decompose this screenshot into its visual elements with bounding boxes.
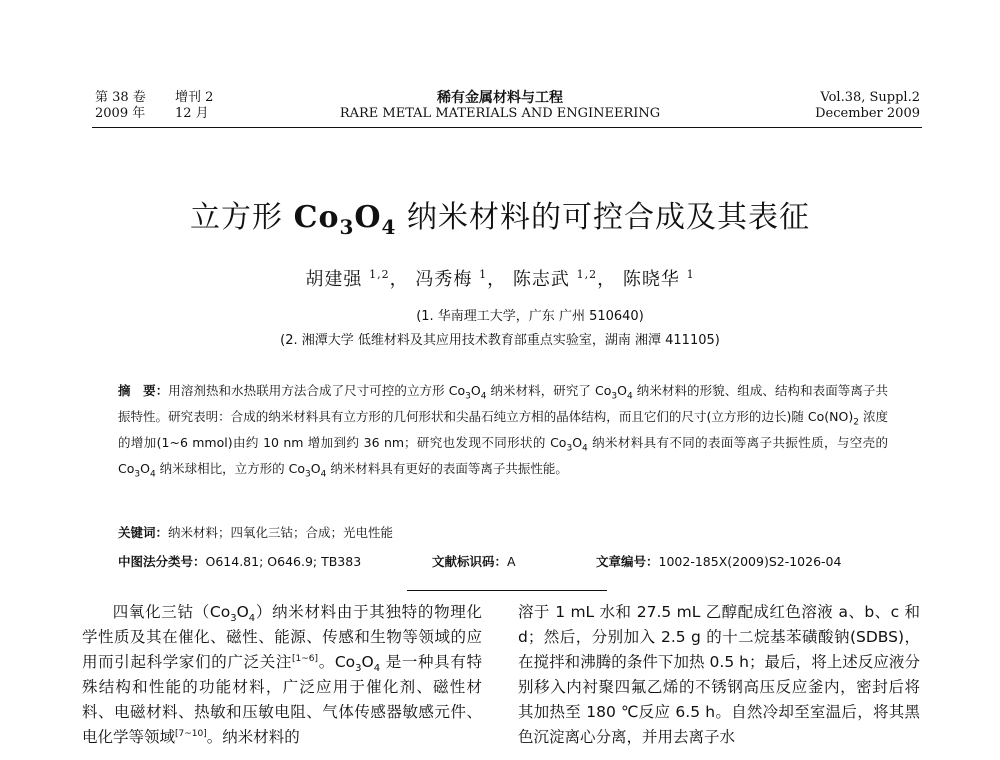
header-right [815, 90, 920, 122]
article-number: 文章编号：1002-185X(2009)S2-1026-04 [596, 554, 842, 569]
author: 陈晓华 [622, 269, 680, 290]
clc-number: 中图法分类号：O614.81; O646.9; TB383 [118, 554, 362, 569]
citation: [1~6] [292, 653, 319, 664]
header-center [300, 90, 700, 122]
author: 冯秀梅 [415, 269, 473, 290]
volume: 第 38 卷 [95, 90, 146, 105]
affiliation-2: (2. 湘潭大学 低维材料及其应用技术教育部重点实验室，湖南 湘潭 411105) [280, 333, 720, 348]
month: 12 月 [175, 106, 209, 121]
author-list: 胡建强 $^{1,2}$， 冯秀梅 $^1$， 陈志武 $^{1,2}$， 陈晓华 $^1$ [305, 268, 695, 290]
document-code: 文献标识码：A [432, 554, 516, 569]
paper-title: 立方形 $Co_3O_4$ 纳米材料的可控合成及其表征 [190, 200, 810, 239]
body-column-left: 四氧化三钴$(Co_3O_4)$纳米材料由于其独特的物理化学性质及其在催化、磁性、能源、传感和生物等领域的应用而引起科学家们的广泛关注[1~6]。$Co_3O_4$ 是一种具有特殊结构和性能的功能材料，广泛应用于催化剂、磁性材料、电磁材料、热敏和压敏电阻、气体传感器敏感元件、电化学等领域[7~10]。纳米材料的 [82, 603, 482, 746]
header-rule [92, 127, 922, 128]
body-column-right: 溶于 1 mL 水和 27.5 mL 乙醇配成红色溶液 a、b、c 和 d；然后，分别加入 2.5 g 的十二烷基苯磺酸钠(SDBS)，在搅拌和沸腾的条件下加热 0.5 h；最后，将上述反应液分别移入内衬聚四氟乙烯的不锈钢高压反应釜内，密封后将其加热至 180 ℃反应 6.5 h。自然冷却至室温后，将其黑色沉淀离心分离，并用去离子水 [518, 603, 920, 746]
date-en: December 2009 [815, 106, 920, 121]
header-left [95, 90, 213, 122]
volume-en: Vol.38, Suppl.2 [820, 90, 920, 105]
title-formula: $Co_3O_4$ [293, 200, 397, 239]
section-rule [407, 590, 607, 591]
author: 陈志武 [512, 269, 570, 290]
journal-name-cn: 稀有金属材料与工程 [437, 90, 563, 106]
author: 胡建强 [305, 269, 363, 290]
journal-name-en: RARE METAL MATERIALS AND ENGINEERING [339, 106, 661, 121]
citation: [7~10] [175, 728, 207, 739]
supplement: 增刊 2 [175, 90, 214, 105]
keywords-label: 关键词： [118, 525, 169, 540]
abstract: 摘 要：用溶剂热和水热联用方法合成了尺寸可控的立方形 $Co_3O_4$ 纳米材料，研究了 $Co_3O_4$ 纳米材料的形貌、组成、结构和表面等离子共振特性。研究表明：合成的纳米材料具有立方形的几何形状和尖晶石纯立方相的晶体结构，而且它们的尺寸(立方形的边长)随 $Co(NO)_2$ 浓度的增加(1~6 mmol)由约 10 nm 增加到约 36 nm；研究也发现不同形状的 $Co_3O_4$ 纳米材料具有不同的表面等离子共振性质，与空壳的 $Co_3O_4$ 纳米球相比，立方形的 $Co_3O_4$ 纳米材料具有更好的表面等离子共振性能。 [118, 383, 888, 480]
affiliation-1: (1. 华南理工大学，广东 广州 510640) [416, 309, 644, 324]
year: 2009 年 [95, 106, 146, 121]
abstract-label: 摘 要： [118, 383, 169, 398]
keywords: 关键词：纳米材料；四氧化三钴；合成；光电性能 [118, 525, 394, 540]
